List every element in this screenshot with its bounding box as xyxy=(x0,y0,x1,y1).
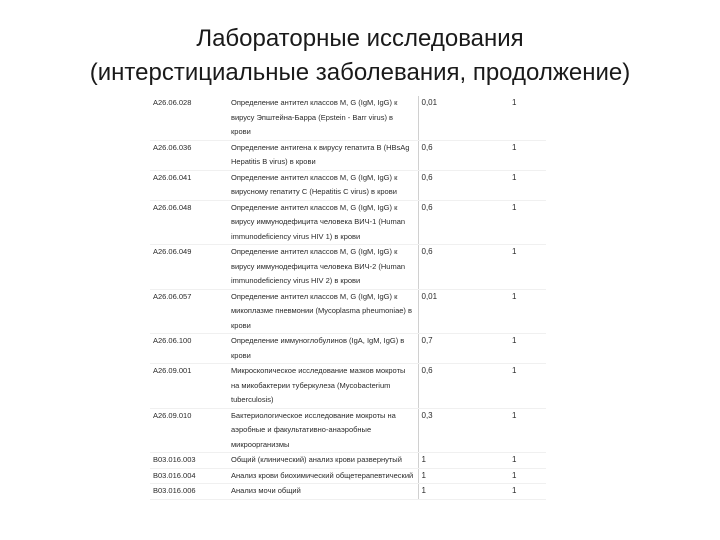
table-row xyxy=(150,200,546,245)
service-code-cell: A26.06.100 xyxy=(150,334,228,364)
service-code-cell: A26.06.041 xyxy=(150,170,228,200)
multiplicity-cell: 1 xyxy=(502,289,546,334)
table-row xyxy=(150,170,546,200)
service-name-cell: Определение иммуноглобулинов (IgA, IgM, IgG) в крови xyxy=(228,334,418,364)
service-name-cell: Анализ крови биохимический общетерапевтический xyxy=(228,468,418,484)
service-name-cell: Определение антител классов M, G (IgM, IgG) к микоплазме пневмонии (Mycoplasma pheumoniae) в крови xyxy=(228,289,418,334)
service-code-cell: A26.06.057 xyxy=(150,289,228,334)
service-name-cell: Определение антител классов M, G (IgM, IgG) к вирусу иммунодефицита человека ВИЧ-1 (Human immunodeficiency virus HIV 1) в крови xyxy=(228,200,418,245)
frequency-cell: 0,3 xyxy=(418,408,502,453)
service-code-cell: B03.016.006 xyxy=(150,484,228,500)
frequency-cell: 0,01 xyxy=(418,289,502,334)
table-row xyxy=(150,364,546,409)
service-name-cell: Общий (клинический) анализ крови развернутый xyxy=(228,453,418,469)
multiplicity-cell: 1 xyxy=(502,170,546,200)
service-code-cell: A26.06.036 xyxy=(150,140,228,170)
service-code-cell: A26.06.028 xyxy=(150,96,228,140)
multiplicity-cell: 1 xyxy=(502,200,546,245)
frequency-cell: 1 xyxy=(418,453,502,469)
frequency-cell: 0,6 xyxy=(418,364,502,409)
multiplicity-cell: 1 xyxy=(502,484,546,500)
table-row xyxy=(150,484,546,500)
multiplicity-cell: 1 xyxy=(502,453,546,469)
frequency-cell: 0,01 xyxy=(418,96,502,140)
frequency-cell: 0,6 xyxy=(418,200,502,245)
table-row xyxy=(150,334,546,364)
multiplicity-cell: 1 xyxy=(502,245,546,290)
service-code-cell: A26.09.010 xyxy=(150,408,228,453)
service-name-cell: Определение антител классов M, G (IgM, IgG) к вирусу иммунодефицита человека ВИЧ-2 (Human immunodeficiency virus HIV 2) в крови xyxy=(228,245,418,290)
multiplicity-cell: 1 xyxy=(502,364,546,409)
table-row xyxy=(150,408,546,453)
service-code-cell: A26.09.001 xyxy=(150,364,228,409)
lab-tests-table xyxy=(150,96,546,500)
slide-title-line-1: Лабораторные исследования xyxy=(196,25,524,52)
service-name-cell: Определение антител классов M, G (IgM, IgG) к вирусному гепатиту C (Hepatitis C virus) в крови xyxy=(228,170,418,200)
table-row xyxy=(150,453,546,469)
multiplicity-cell: 1 xyxy=(502,334,546,364)
frequency-cell: 1 xyxy=(418,468,502,484)
service-name-cell: Анализ мочи общий xyxy=(228,484,418,500)
frequency-cell: 0,6 xyxy=(418,140,502,170)
slide-title xyxy=(0,22,720,90)
service-code-cell: B03.016.004 xyxy=(150,468,228,484)
table-row xyxy=(150,468,546,484)
lab-tests-table-body xyxy=(150,96,546,499)
frequency-cell: 1 xyxy=(418,484,502,500)
frequency-cell: 0,6 xyxy=(418,245,502,290)
multiplicity-cell: 1 xyxy=(502,140,546,170)
table-row xyxy=(150,289,546,334)
table-row xyxy=(150,245,546,290)
service-name-cell: Определение антител классов M, G (IgM, IgG) к вирусу Эпштейна-Барра (Epstein - Barr virus) в крови xyxy=(228,96,418,140)
table-row xyxy=(150,96,546,140)
service-name-cell: Микроскопическое исследование мазков мокроты на микобактерии туберкулеза (Mycobacterium tuberculosis) xyxy=(228,364,418,409)
frequency-cell: 0,6 xyxy=(418,170,502,200)
service-code-cell: A26.06.049 xyxy=(150,245,228,290)
service-name-cell: Бактериологическое исследование мокроты на аэробные и факультативно-анаэробные микроорганизмы xyxy=(228,408,418,453)
service-name-cell: Определение антигена к вирусу гепатита B (HBsAg Hepatitis B virus) в крови xyxy=(228,140,418,170)
multiplicity-cell: 1 xyxy=(502,96,546,140)
multiplicity-cell: 1 xyxy=(502,468,546,484)
table-row xyxy=(150,140,546,170)
service-code-cell: A26.06.048 xyxy=(150,200,228,245)
service-code-cell: B03.016.003 xyxy=(150,453,228,469)
frequency-cell: 0,7 xyxy=(418,334,502,364)
slide-title-line-2: (интерстициальные заболевания, продолжение) xyxy=(89,59,631,86)
multiplicity-cell: 1 xyxy=(502,408,546,453)
